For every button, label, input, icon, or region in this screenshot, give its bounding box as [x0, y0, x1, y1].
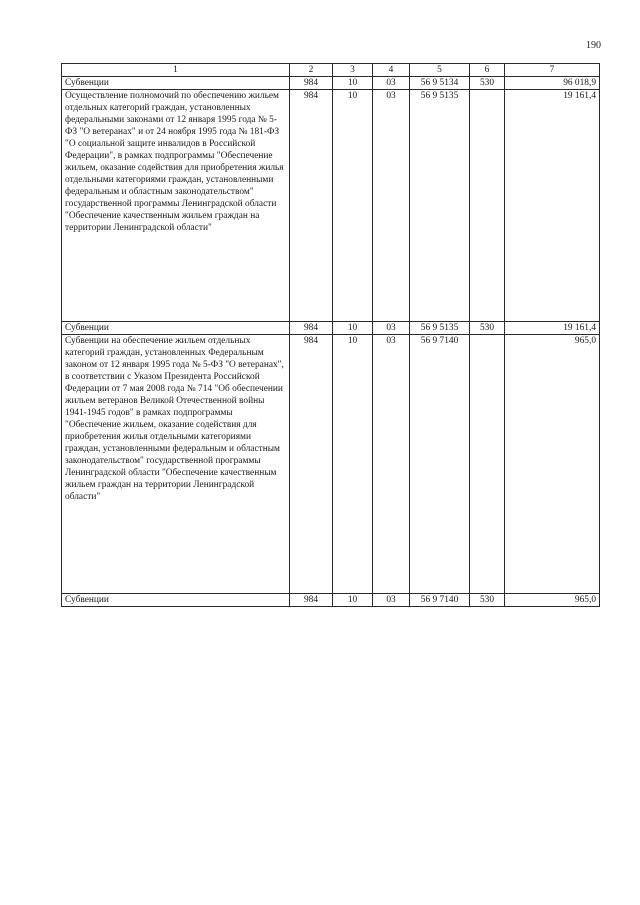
- header-cell: 6: [470, 64, 505, 77]
- table-row: [62, 322, 600, 335]
- row-amount: 19 161,4: [505, 322, 600, 335]
- header-cell: 5: [410, 64, 470, 77]
- row-subsection-code: 03: [373, 90, 410, 322]
- page-number: 190: [586, 40, 601, 51]
- header-cell: 2: [290, 64, 333, 77]
- row-expense-type: [470, 335, 505, 594]
- table-row: [62, 77, 600, 90]
- table-row: [62, 335, 600, 594]
- row-section-code: 10: [333, 77, 373, 90]
- row-target-code: 56 9 5134: [410, 77, 470, 90]
- row-name: Субвенции: [62, 77, 290, 90]
- header-cell: 7: [505, 64, 600, 77]
- row-amount: 965,0: [505, 594, 600, 607]
- row-amount: 96 018,9: [505, 77, 600, 90]
- row-subsection-code: 03: [373, 77, 410, 90]
- row-target-code: 56 9 7140: [410, 335, 470, 594]
- row-name: Осуществление полномочий по обеспечению жильем отдельных категорий граждан, установленных федеральными законами от 12 января 1995 года № 5-ФЗ "О ветеранах" и от 24 ноября 1995 года № 181-ФЗ "О социальной защите инвалидов в Российской Федерации", в рамках подпрограммы "Обеспечение жильем, оказание содействия для приобретения жилья отдельными категориями граждан, установленными федеральным и областным законодательством" государственной программы Ленинградской области "Обеспечение качественным жильем граждан на территории Ленинградской области": [62, 90, 290, 322]
- row-name: Субвенции на обеспечение жильем отдельных категорий граждан, установленных Федеральным законом от 12 января 1995 года № 5-ФЗ "О ветеранах", в соответствии с Указом Президента Российской Федерации от 7 мая 2008 года № 714 "Об обеспечении жильем ветеранов Великой Отечественной войны 1941-1945 годов" в рамках подпрограммы "Обеспечение жильем, оказание содействия для приобретения жилья отдельными категориями граждан, установленными федеральным и областным законодательством" государственной программы Ленинградской области "Обеспечение качественным жильем граждан на территории Ленинградской области": [62, 335, 290, 594]
- row-expense-type: 530: [470, 77, 505, 90]
- row-ministry-code: 984: [290, 90, 333, 322]
- row-section-code: 10: [333, 594, 373, 607]
- row-expense-type: 530: [470, 594, 505, 607]
- budget-table: [61, 63, 600, 607]
- row-name: Субвенции: [62, 594, 290, 607]
- row-target-code: 56 9 7140: [410, 594, 470, 607]
- row-section-code: 10: [333, 335, 373, 594]
- row-ministry-code: 984: [290, 594, 333, 607]
- row-ministry-code: 984: [290, 322, 333, 335]
- row-subsection-code: 03: [373, 322, 410, 335]
- row-target-code: 56 9 5135: [410, 90, 470, 322]
- header-cell: 4: [373, 64, 410, 77]
- row-target-code: 56 9 5135: [410, 322, 470, 335]
- table-row: [62, 594, 600, 607]
- header-cell: 1: [62, 64, 290, 77]
- row-amount: 965,0: [505, 335, 600, 594]
- row-expense-type: [470, 90, 505, 322]
- table-header-row: [62, 64, 600, 77]
- row-subsection-code: 03: [373, 594, 410, 607]
- row-section-code: 10: [333, 90, 373, 322]
- row-expense-type: 530: [470, 322, 505, 335]
- row-subsection-code: 03: [373, 335, 410, 594]
- table-row: [62, 90, 600, 322]
- header-cell: 3: [333, 64, 373, 77]
- row-ministry-code: 984: [290, 77, 333, 90]
- row-ministry-code: 984: [290, 335, 333, 594]
- row-section-code: 10: [333, 322, 373, 335]
- row-name: Субвенции: [62, 322, 290, 335]
- row-amount: 19 161,4: [505, 90, 600, 322]
